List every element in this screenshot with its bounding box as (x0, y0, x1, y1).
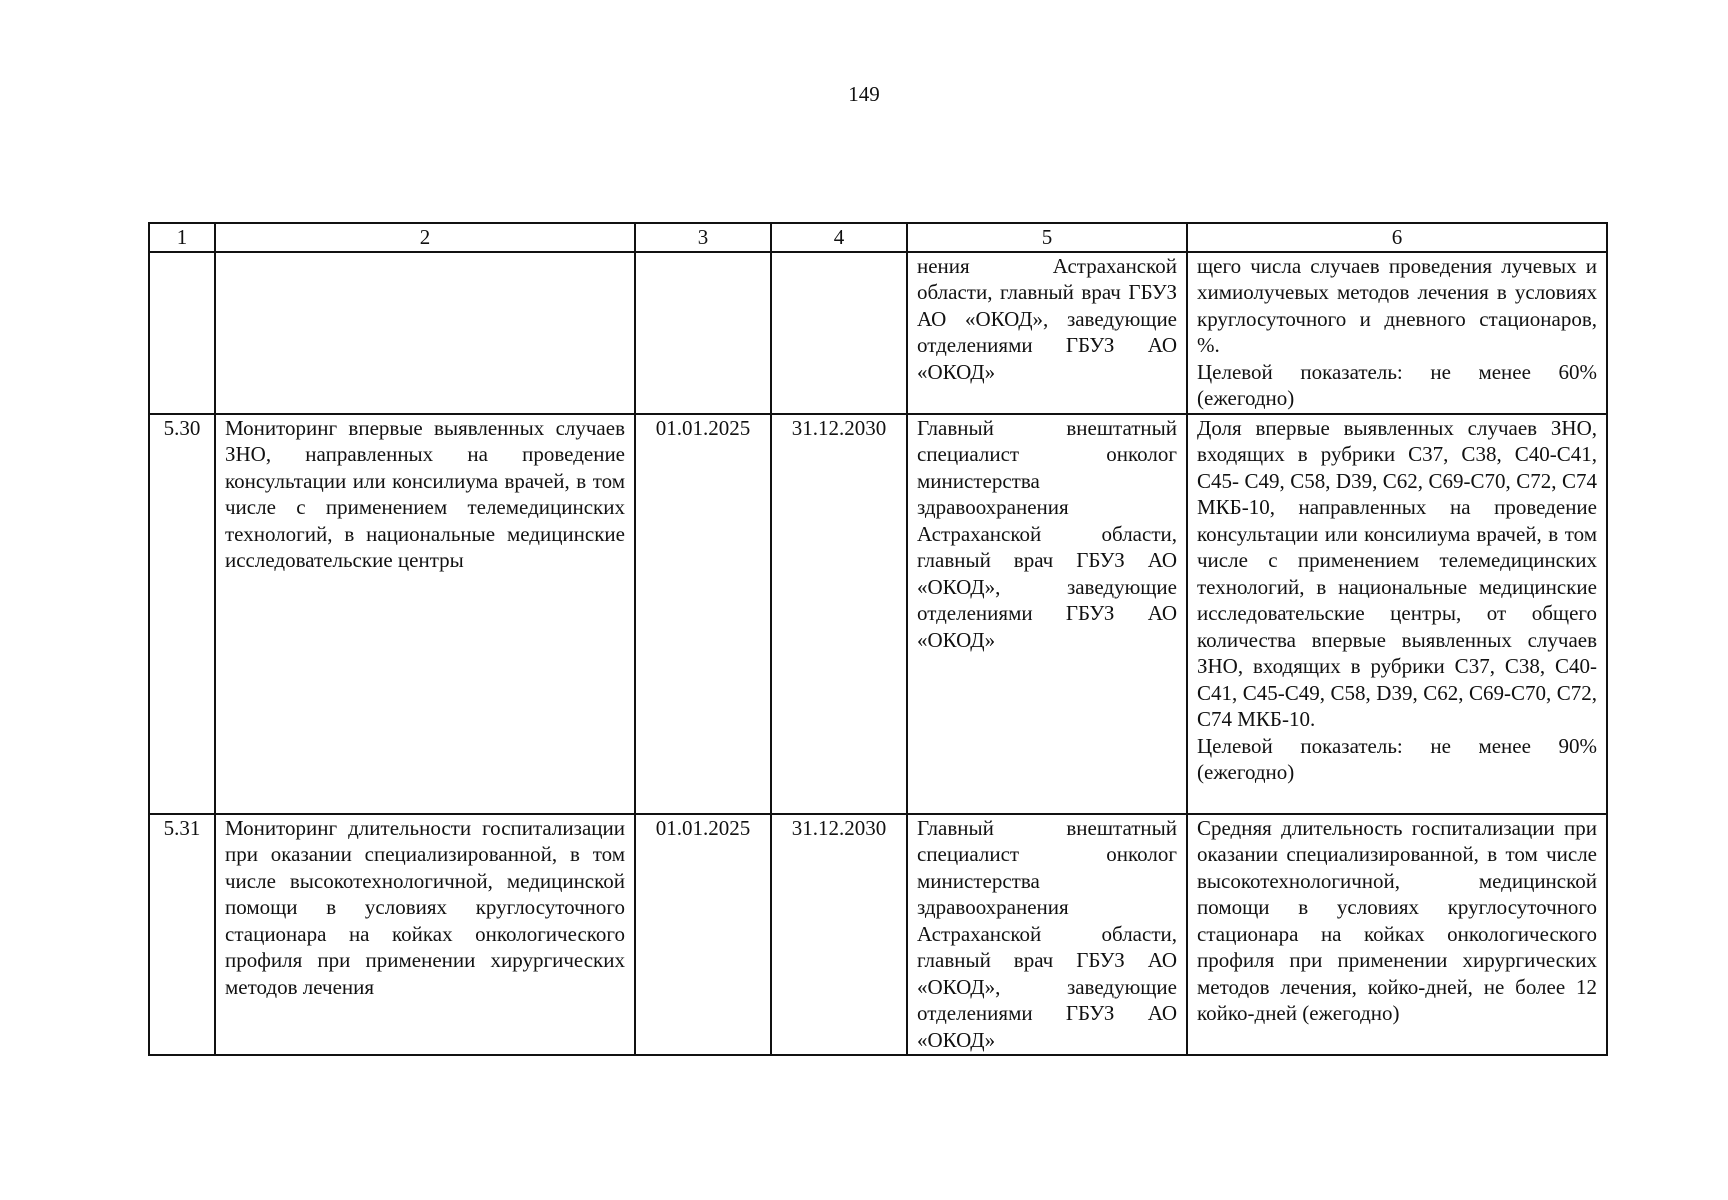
cell-start-date (635, 252, 771, 414)
page-number: 149 (848, 82, 880, 106)
cell-indicator (1187, 252, 1607, 414)
table-row (149, 414, 1607, 814)
cell-indicator (1187, 414, 1607, 814)
indicator-text: щего числа случаев проведения лучевых и химиолучевых методов лечения в условиях круглосуточного и дневного стационаров, %. (1197, 253, 1597, 357)
header-col-3: 3 (635, 223, 771, 252)
cell-indicator (1187, 814, 1607, 1056)
cell-number: 5.30 (149, 414, 215, 814)
indicator-target: Целевой показатель: не менее 60% (ежегодно) (1197, 359, 1597, 410)
table-body (149, 252, 1607, 1056)
cell-responsible: нения Астраханской области, главный врач ГБУЗ АО «ОКОД», заведующие отделениями ГБУЗ АО «ОКОД» (907, 252, 1187, 414)
cell-description (215, 252, 635, 414)
table-row (149, 814, 1607, 1056)
table-header (149, 223, 1607, 252)
indicator-target: Целевой показатель: не менее 90% (ежегодно) (1197, 733, 1597, 784)
header-col-1: 1 (149, 223, 215, 252)
cell-responsible: Главный внештатный специалист онколог министерства здравоохранения Астраханской области, главный врач ГБУЗ АО «ОКОД», заведующие отделениями ГБУЗ АО «ОКОД» (907, 414, 1187, 814)
cell-end-date: 31.12.2030 (771, 414, 907, 814)
header-col-2: 2 (215, 223, 635, 252)
cell-description: Мониторинг впервые выявленных случаев ЗНО, направленных на проведение консультации или консилиума врачей, в том числе с применением телемедицинских технологий, в национальные медицинские исследовательские центры (215, 414, 635, 814)
cell-responsible: Главный внештатный специалист онколог министерства здравоохранения Астраханской области, главный врач ГБУЗ АО «ОКОД», заведующие отделениями ГБУЗ АО «ОКОД» (907, 814, 1187, 1056)
table-row-continuation (149, 252, 1607, 414)
indicator-text: Средняя длительность госпитализации при оказании специализированной, в том числе высокотехнологичной, медицинской помощи в условиях круглосуточного стационара на койках онкологического профиля при применении хирургических методов лечения, койко-дней, не более 12 койко-дней (ежегодно) (1197, 815, 1597, 1025)
header-col-5: 5 (907, 223, 1187, 252)
header-row (149, 223, 1607, 252)
header-col-6: 6 (1187, 223, 1607, 252)
header-col-4: 4 (771, 223, 907, 252)
cell-number: 5.31 (149, 814, 215, 1056)
cell-start-date: 01.01.2025 (635, 814, 771, 1056)
cell-number (149, 252, 215, 414)
cell-start-date: 01.01.2025 (635, 414, 771, 814)
indicator-text: Доля впервые выявленных случаев ЗНО, входящих в рубрики С37, С38, С40-С41, С45- С49, С58, D39, С62, С69-С70, С72, С74 МКБ-10, направленных на проведение консультации или консилиума врачей, в том числе с применением телемедицинских технологий, в национальные медицинские исследовательские центры, от общего количества впервые выявленных случаев ЗНО, входящих в рубрики С37, С38, С40-С41, С45-С49, С58, D39, С62, С69-С70, С72, С74 МКБ-10. (1197, 415, 1597, 731)
measures-table (148, 222, 1608, 1056)
cell-description: Мониторинг длительности госпитализации при оказании специализированной, в том числе высокотехнологичной, медицинской помощи в условиях круглосуточного стационара на койках онкологического профиля при применении хирургических методов лечения (215, 814, 635, 1056)
cell-end-date (771, 252, 907, 414)
cell-end-date: 31.12.2030 (771, 814, 907, 1056)
